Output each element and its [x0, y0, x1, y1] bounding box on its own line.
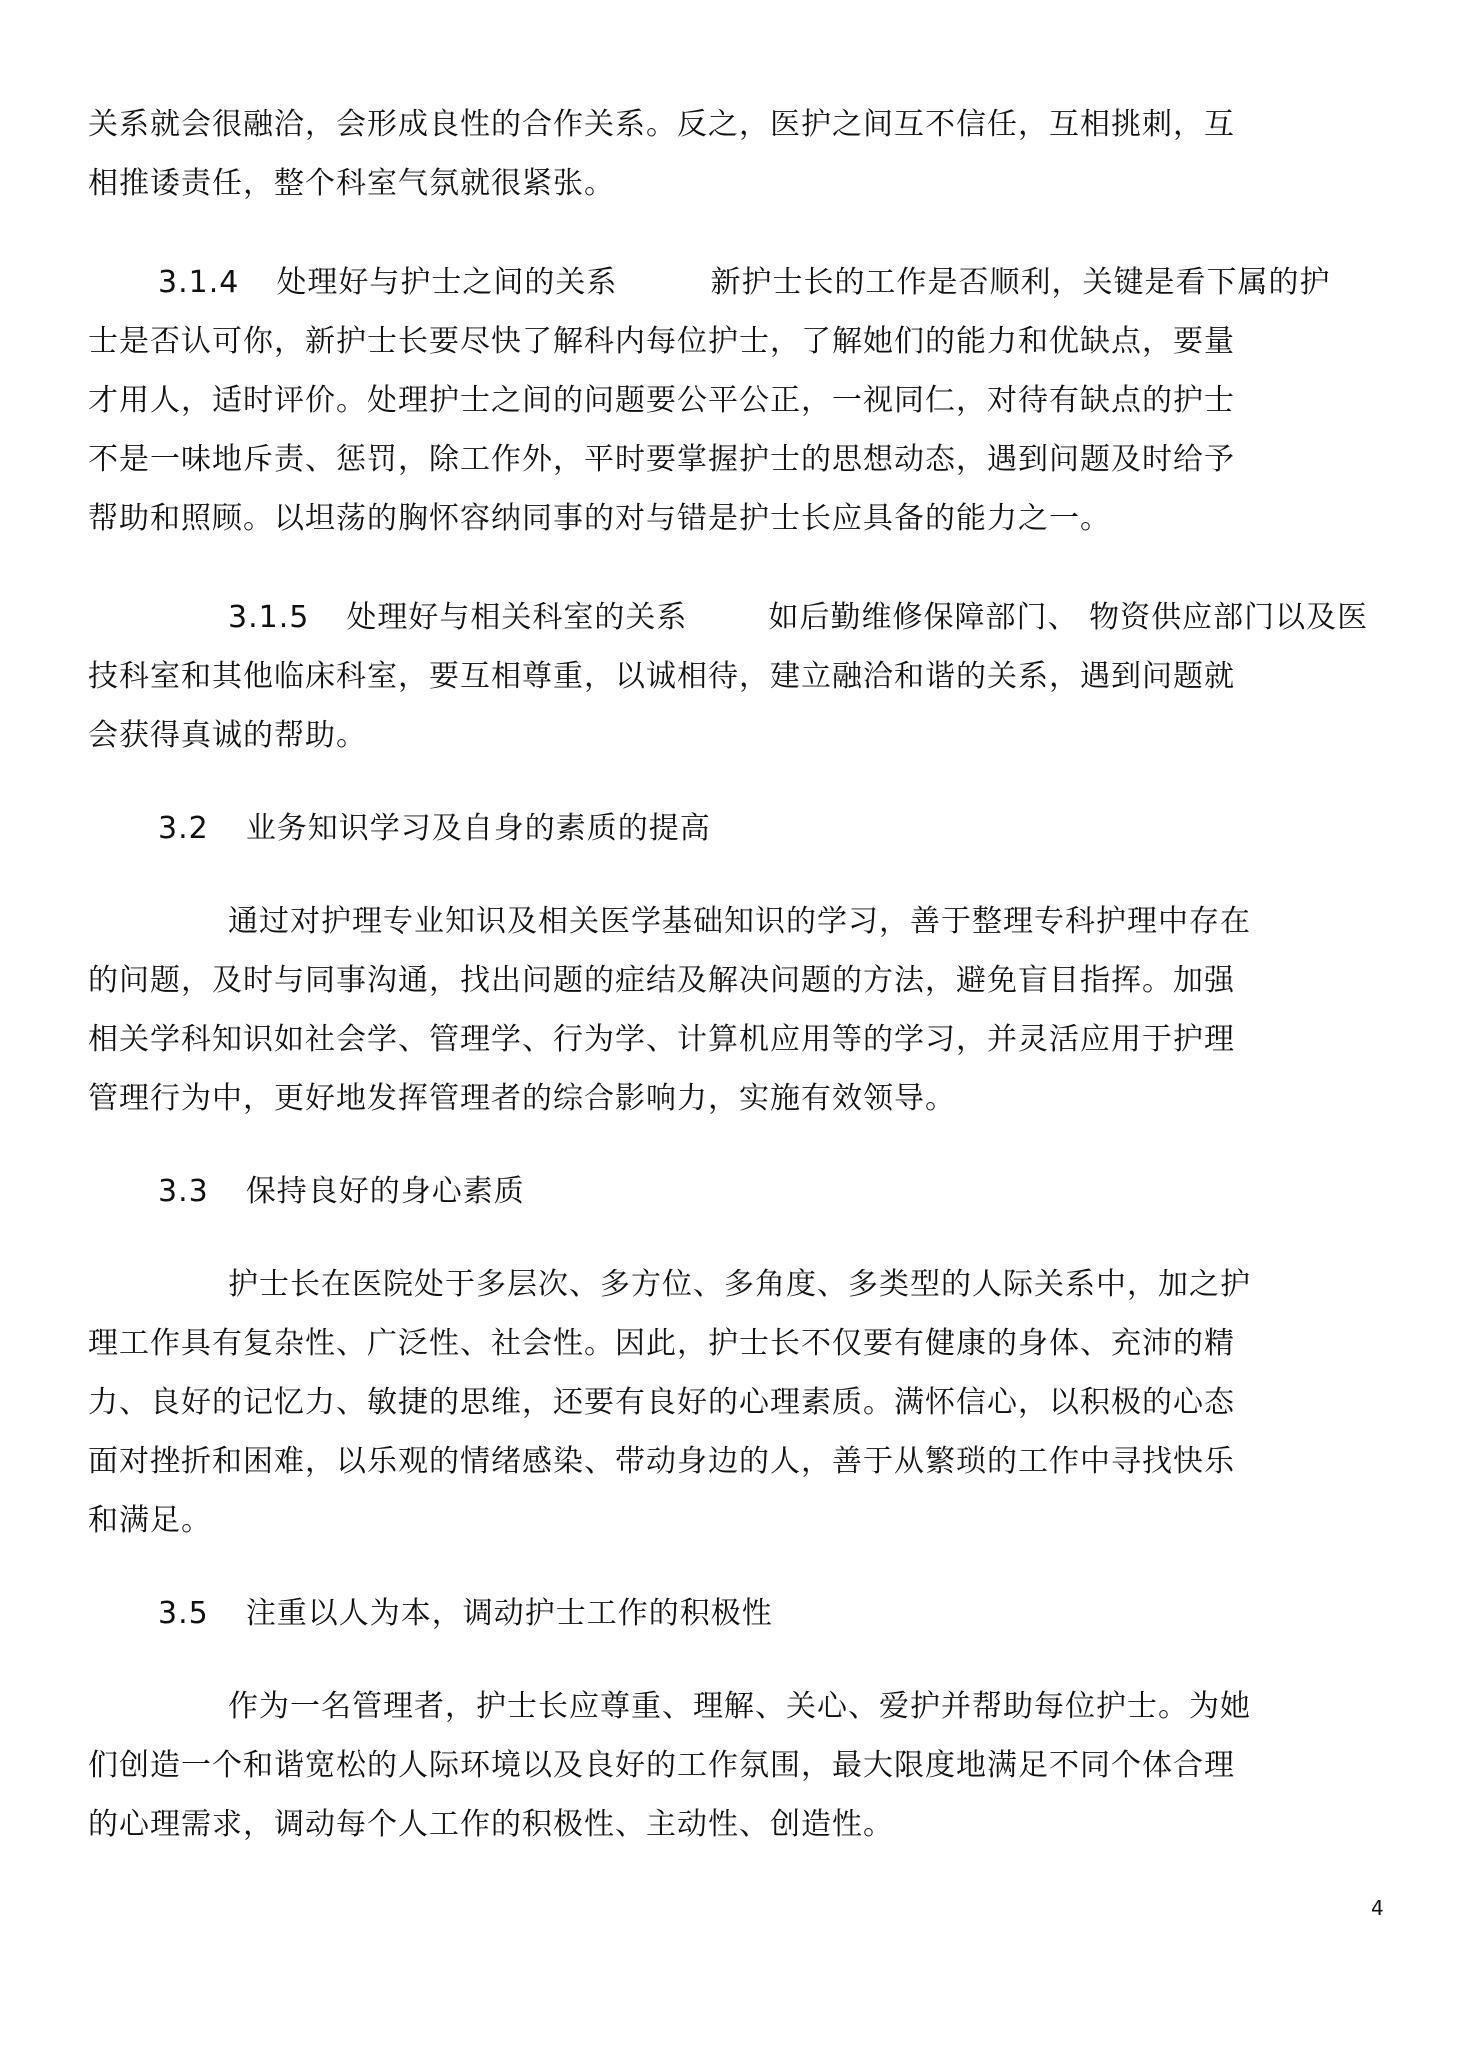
section-number: 3.5 [158, 1596, 209, 1631]
paragraph-line: 和满足。 [88, 1503, 212, 1538]
paragraph-text: 新护士长的工作是否顺利，关键是看下属的护 [710, 265, 1331, 300]
section-title: 业务知识学习及自身的素质的提高 [245, 811, 711, 846]
section-title: 保持良好的身心素质 [245, 1174, 525, 1209]
paragraph-line: 士是否认可你，新护士长要尽快了解科内每位护士，了解她们的能力和优缺点，要量 [88, 324, 1235, 359]
section-3-1-5-heading [228, 598, 1368, 638]
section-number: 3.1.5 [228, 600, 310, 635]
paragraph-line: 管理行为中，更好地发挥管理者的综合影响力，实施有效领导。 [88, 1081, 956, 1116]
section-number: 3.2 [158, 811, 209, 846]
paragraph-line: 通过对护理专业知识及相关医学基础知识的学习，善于整理专科护理中存在 [228, 904, 1251, 939]
paragraph-line: 会获得真诚的帮助。 [88, 718, 367, 753]
paragraph-line: 的问题，及时与同事沟通，找出问题的症结及解决问题的方法，避免盲目指挥。加强 [88, 963, 1235, 998]
paragraph-line: 面对挫折和困难，以乐观的情绪感染、带动身边的人，善于从繁琐的工作中寻找快乐 [88, 1444, 1235, 1479]
paragraph-line: 关系就会很融洽，会形成良性的合作关系。反之，医护之间互不信任，互相挑刺，互 [88, 107, 1235, 142]
section-title: 处理好与护士之间的关系 [276, 265, 618, 300]
section-3-2-heading [158, 809, 711, 849]
paragraph-line: 护士长在医院处于多层次、多方位、多角度、多类型的人际关系中，加之护 [228, 1267, 1251, 1302]
page-number: 4 [1371, 1896, 1384, 1920]
section-number: 3.1.4 [158, 265, 240, 300]
section-3-5-heading [158, 1594, 773, 1634]
section-3-3-heading [158, 1172, 525, 1212]
paragraph-line: 相关学科知识如社会学、管理学、行为学、计算机应用等的学习，并灵活应用于护理 [88, 1022, 1235, 1057]
paragraph-line: 帮助和照顾。以坦荡的胸怀容纳同事的对与错是护士长应具备的能力之一。 [88, 501, 1111, 536]
paragraph-line: 作为一名管理者，护士长应尊重、理解、关心、爱护并帮助每位护士。为她 [228, 1689, 1251, 1724]
paragraph-line: 相推诿责任，整个科室气氛就很紧张。 [88, 166, 615, 201]
section-title: 注重以人为本，调动护士工作的积极性 [245, 1596, 773, 1631]
paragraph-line: 技科室和其他临床科室，要互相尊重，以诚相待，建立融洽和谐的关系，遇到问题就 [88, 659, 1235, 694]
paragraph-line: 不是一味地斥责、惩罚，除工作外，平时要掌握护士的思想动态，遇到问题及时给予 [88, 442, 1235, 477]
section-number: 3.3 [158, 1174, 209, 1209]
section-title: 处理好与相关科室的关系 [346, 600, 688, 635]
paragraph-text: 如后勤维修保障部门、 物资供应部门以及医 [768, 600, 1369, 635]
paragraph-line: 才用人，适时评价。处理护士之间的问题要公平公正，一视同仁，对待有缺点的护士 [88, 383, 1235, 418]
paragraph-line: 们创造一个和谐宽松的人际环境以及良好的工作氛围，最大限度地满足不同个体合理 [88, 1748, 1235, 1783]
paragraph-line: 力、良好的记忆力、敏捷的思维，还要有良好的心理素质。满怀信心，以积极的心态 [88, 1385, 1235, 1420]
section-3-1-4-heading [158, 263, 1331, 303]
paragraph-line: 理工作具有复杂性、广泛性、社会性。因此，护士长不仅要有健康的身体、充沛的精 [88, 1326, 1235, 1361]
paragraph-line: 的心理需求，调动每个人工作的积极性、主动性、创造性。 [88, 1807, 894, 1842]
